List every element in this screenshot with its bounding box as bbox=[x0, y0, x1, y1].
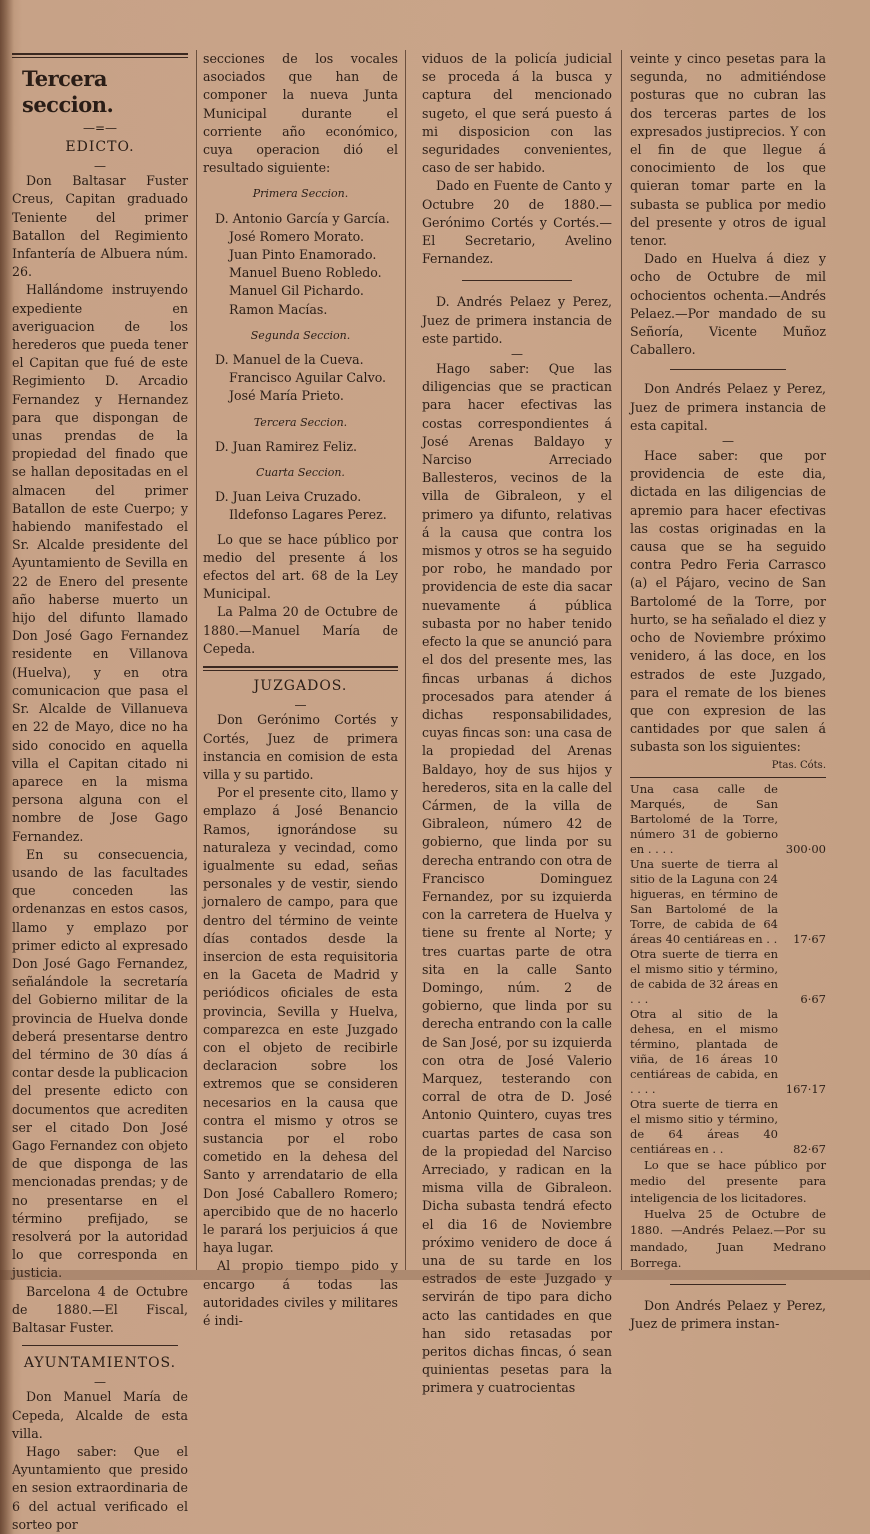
vocal-name: José María Prieto. bbox=[229, 388, 344, 404]
juzgados-paragraph: Por el presente cito, llamo y emplazo á José Benancio Ramos, ignorándose su naturaleza y vecindad, como igualmente su edad, señas personales y de vestir, siendo jornalero de campo, para que dentro del término de veinte días contados desde la insercion de esta requisitoria en la Gaceta de Madrid y periódicos oficiales de esta provincia, Sevilla y Huelva, comparezca en este Juzgado con el objeto de recibirle declaracion sobre los extremos que se consideren necesarios en la causa que contra el mismo y otros se sustancia por el robo cometido en la dehesa del Santo y arrendatario de ella Don José Caballero Romero; apercibido que de no hacerlo le parará los perjuicios á que haya lugar. bbox=[203, 785, 398, 1256]
edict-header: D. Andrés Pelaez y Perez, Juez de primera instancia de este partido. bbox=[422, 294, 612, 346]
requisitoria-signature: Dado en Fuente de Canto y Octubre 20 de 1880.—Gerónimo Cortés y Cortés.—El Secretario, Avelino Fernandez. bbox=[422, 178, 612, 267]
requisitoria-paragraph: viduos de la policía judicial se proceda á la busca y captura del mencionado sugeto, el que será puesto á mi disposicion con las seguridades convenientes, caso de ser habido. bbox=[422, 51, 612, 176]
item-amount: 17·67 bbox=[793, 931, 826, 946]
table-row bbox=[630, 947, 826, 1007]
edicto-title: EDICTO. bbox=[65, 139, 135, 155]
price-header: Ptas. Cóts. bbox=[771, 759, 826, 771]
vocal-name: D. Juan Leiva Cruzado. bbox=[215, 489, 362, 505]
section-rule bbox=[12, 53, 188, 58]
ayuntamientos-title: AYUNTAMIENTOS. bbox=[23, 1355, 177, 1372]
item-amount: 167·17 bbox=[785, 1081, 826, 1096]
vocal-name: Francisco Aguilar Calvo. bbox=[229, 370, 387, 386]
short-dash: — bbox=[294, 698, 307, 713]
junta-signature: La Palma 20 de Octubre de 1880.—Manuel María de Cepeda. bbox=[203, 604, 398, 656]
edict-header: Don Andrés Pelaez y Perez, Juez de primera instancia de esta capital. bbox=[630, 381, 826, 433]
table-row bbox=[630, 1097, 826, 1157]
divider bbox=[462, 280, 572, 281]
junta-closing: Lo que se hace público por medio del presente á los efectos del art. 68 de la Ley Municipal. bbox=[203, 531, 398, 602]
short-dash: — bbox=[722, 434, 734, 449]
item-amount: 300·00 bbox=[785, 841, 826, 856]
column-2 bbox=[203, 50, 398, 1328]
page-bottom-edge bbox=[0, 1270, 870, 1280]
section-heading: Segunda Seccion. bbox=[250, 328, 351, 342]
edict-paragraph: Hago saber: Que las diligencias que se practican para hacer efectivas las costas correspondientes á José Arenas Baldayo y Narciso Arreciado Ballesteros, vecinos de la villa de Gibraleon, y el primero ya difunto, relativas á la causa que contra los mismos y otros se ha seguido por robo, he mandado por providencia de este dia sacar nuevamente á pública subasta por no haber tenido efecto la que se anunció para el dos del presente mes, las fincas urbanas á dichos procesados para atender á dichas responsabilidades, cuyas fincas son: una casa de la propiedad del Arenas Baldayo, hoy de sus hijos y herederos, sita en la calle del Cármen, de la villa de Gibraleon, número 42 de gobierno, que linda por su derecha entrando con otra de Francisco Dominguez Fernandez, por su izquierda con la carretera de Huelva y tiene su frente al Norte; y tres cuartas parte de otra sita en la calle Santo Domingo, núm. 2 de gobierno, que linda por su derecha entrando con la calle de San José, por su izquierda con otra de José Valerio Marquez, testerando con corral de otra de D. José Antonio Quintero, cuyas tres cuartas partes de casa son de la propiedad del Narciso Arreciado, y radican en la misma villa de Gibraleon. Dicha subasta tendrá efecto el dia 16 de Noviembre próximo venidero de doce á una de su tarde en los estrados de este Juzgado y servirán de tipo para dicho acto las cantidades en que han sido retasadas por peritos dichas fincas, ó sean quinientas pesetas para la primera y cuatrocientas bbox=[422, 361, 613, 1396]
short-dash: — bbox=[511, 347, 523, 362]
subasta-signature: Dado en Huelva á diez y ocho de Octubre de mil ochocientos ochenta.—Andrés Pelaez.—Por mandado de su Señoría, Vicente Muñoz Caballero. bbox=[630, 251, 826, 358]
item-amount: 6·67 bbox=[800, 991, 826, 1006]
ayunt-paragraph: Hago saber: Que el Ayuntamiento que presido en sesion extraordinaria de 6 del actual verificado el sorteo por bbox=[12, 1444, 188, 1532]
item-description: Una casa calle de Marqués, de San Bartolomé de la Torre, número 31 de gobierno en . . . . bbox=[630, 781, 778, 856]
edict-header: Don Andrés Pelaez y Perez, Juez de primera instan- bbox=[630, 1297, 826, 1331]
item-description: Otra suerte de tierra en el mismo sitio y término, de cabida de 32 áreas en . . . bbox=[630, 946, 778, 1006]
ornament-divider: —=— bbox=[82, 121, 118, 135]
price-table bbox=[630, 782, 826, 1157]
junta-intro: secciones de los vocales asociados que han de componer la nueva Junta Municipal durante el corriente año económico, cuya operacion dió el resultado siguiente: bbox=[203, 51, 398, 176]
column-3 bbox=[422, 50, 613, 1396]
table-row bbox=[630, 1007, 826, 1097]
table-rule bbox=[630, 777, 826, 778]
divider bbox=[22, 1345, 178, 1346]
vocal-name: Juan Pinto Enamorado. bbox=[229, 247, 377, 263]
subasta-closing: Lo que se hace público por medio del presente para inteligencia de los licitadores. bbox=[630, 1157, 826, 1205]
edicto-paragraph: Hallándome instruyendo expediente en averiguacion de los herederos que pueda tener el Capitan que fué de este Regimiento D. Arcadio Fernandez y Hernandez para que dispongan de unas prendas de la propiedad del finado que se hallan depositadas en el almacen del primer Batallon de este Cuerpo; y habiendo manifestado el Sr. Alcalde presidente del Ayuntamiento de Sevilla en 22 de Enero del presente año haberse muerto un hijo del difunto llamado Don José Gago Fernandez residente en Villanova (Huelva), y en otra comunicacion que pasa el Sr. Alcalde de Villanueva en 22 de Mayo, dice no ha sido conocido en aquella villa el Capitan citado ni aparece en la misma persona alguna con el nombre de Jose Gago Fernandez. bbox=[12, 282, 188, 844]
vocal-name: Manuel Bueno Robledo. bbox=[229, 265, 382, 281]
section-title: Tercera seccion. bbox=[22, 66, 114, 117]
item-description: Una suerte de tierra al sitio de la Laguna con 24 higueras, en término de San Bartolomé de la Torre, de cabida de 64 áreas 40 centiáreas en . . bbox=[630, 856, 778, 946]
column-1 bbox=[12, 50, 188, 1532]
section-rule bbox=[203, 666, 398, 671]
short-dash: — bbox=[94, 159, 106, 174]
short-dash: — bbox=[94, 1375, 106, 1390]
vocal-name: Manuel Gil Pichardo. bbox=[229, 283, 364, 299]
vocal-name: D. Manuel de la Cueva. bbox=[215, 352, 364, 368]
vocal-name: D. Juan Ramirez Feliz. bbox=[215, 438, 357, 454]
divider bbox=[670, 369, 786, 370]
ayunt-paragraph: Don Manuel María de Cepeda, Alcalde de esta villa. bbox=[12, 1389, 188, 1441]
item-description: Otra al sitio de la dehesa, en el mismo término, plantada de viña, de 16 áreas 10 centiáreas de cabida, en . . . . bbox=[630, 1006, 778, 1096]
section-heading: Primera Seccion. bbox=[252, 187, 349, 201]
juzgados-paragraph: Al propio tiempo pido y encargo á todas las autoridades civiles y militares é indi- bbox=[203, 1258, 398, 1328]
section-heading: Tercera Seccion. bbox=[253, 415, 348, 429]
juzgados-paragraph: Don Gerónimo Cortés y Cortés, Juez de primera instancia en comision de esta villa y su partido. bbox=[203, 712, 398, 782]
divider bbox=[670, 1284, 786, 1285]
edicto-paragraph: Don Baltasar Fuster Creus, Capitan graduado Teniente del primer Batallon del Regimiento Infantería de Albuera núm. 26. bbox=[12, 173, 188, 280]
juzgados-title: JUZGADOS. bbox=[253, 678, 348, 695]
edicto-signature: Barcelona 4 de Octubre de 1880.—El Fiscal, Baltasar Fuster. bbox=[12, 1283, 188, 1335]
column-4 bbox=[630, 50, 826, 1331]
subasta-paragraph: veinte y cinco pesetas para la segunda, no admitiéndose posturas que no cubran las dos terceras partes de los expresados justiprecios. Y con el fin de que llegue á conocimiento de los que quieran tomar parte en la subasta se publica por medio del presente y otros de igual tenor. bbox=[630, 51, 826, 249]
edicto-paragraph: En su consecuencia, usando de las facultades que conceden las ordenanzas en estos casos, llamo y emplazo por primer edicto al expresado Don José Gago Fernandez, señalándole la secretaría del Gobierno militar de la provincia de Huelva donde deberá presentarse dentro del término de 30 días á contar desde la publicacion del presente edicto con documentos que acrediten ser el citado Don José Gago Fernandez con objeto de que disponga de las mencionadas prendas; y de no presentarse en el término prefijado, se resolverá por la autoridad lo que corresponda en justicia. bbox=[12, 846, 188, 1281]
subasta-signature: Huelva 25 de Octubre de 1880. —Andrés Pelaez.—Por su mandado, Juan Medrano Borrega. bbox=[630, 1206, 826, 1271]
item-amount: 82·67 bbox=[793, 1141, 826, 1156]
item-description: Otra suerte de tierra en el mismo sitio y término, de 64 áreas 40 centiáreas en . . bbox=[630, 1096, 778, 1156]
vocal-name: D. Antonio García y García. bbox=[215, 210, 390, 226]
edict-body: Hace saber: que por providencia de este dia, dictada en las diligencias de apremio para hacer efectivas las costas originadas en la causa que se ha seguido contra Pedro Feria Carrasco (a) el Pájaro, vecino de San Bartolomé de la Torre, por hurto, se ha señalado el diez y ocho de Noviembre próximo venidero, á las doce, en los estrados de este Juzgado, para el remate de los bienes que con expresion de las cantidades por que salen á subasta son los siguientes: bbox=[630, 448, 826, 755]
table-row bbox=[630, 857, 826, 947]
table-row bbox=[630, 782, 826, 857]
vocal-name: Ramon Macías. bbox=[229, 301, 328, 317]
section-heading: Cuarta Seccion. bbox=[256, 466, 345, 480]
vocal-name: José Romero Morato. bbox=[229, 228, 365, 244]
vocal-name: Ildefonso Lagares Perez. bbox=[229, 507, 387, 523]
